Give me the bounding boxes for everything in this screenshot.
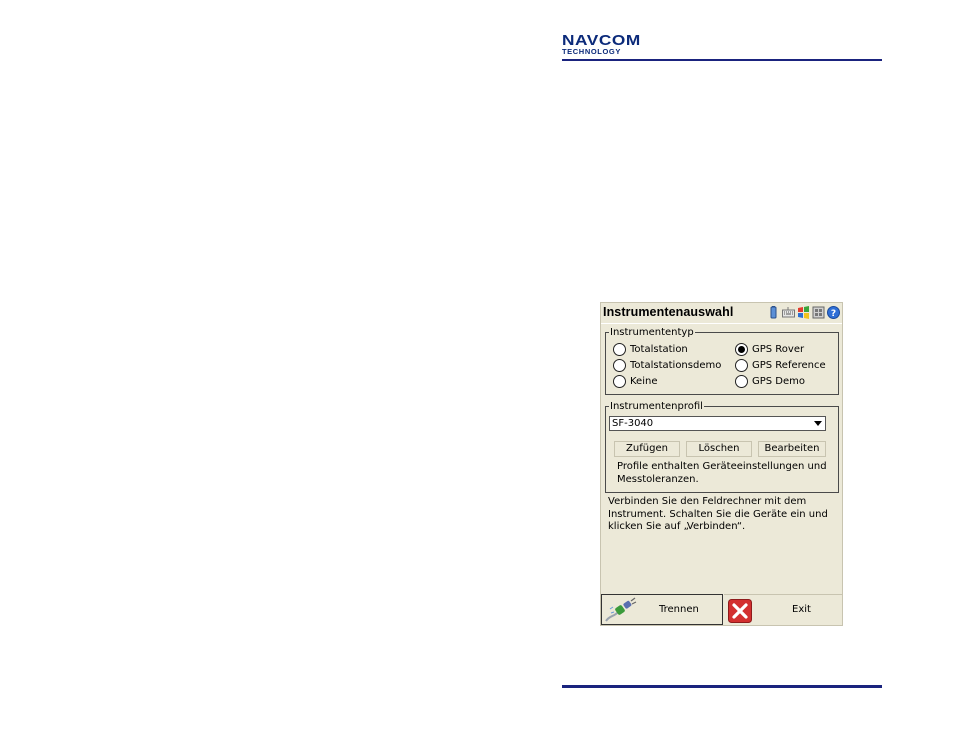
navcom-logo <box>562 33 658 56</box>
radio-circle[interactable] <box>613 343 626 356</box>
radio-gps-demo[interactable] <box>735 375 805 388</box>
disconnect-label: Trennen <box>659 604 699 615</box>
radio-label: GPS Demo <box>752 376 806 387</box>
radio-label: Keine <box>630 376 658 387</box>
exit-label: Exit <box>792 604 811 615</box>
window-title: Instrumentenauswahl <box>603 305 734 319</box>
radio-totalstation[interactable] <box>613 343 688 356</box>
instrument-type-legend: Instrumententyp <box>610 327 694 338</box>
chevron-down-icon[interactable] <box>814 421 822 426</box>
delete-profile-button[interactable]: Löschen <box>686 441 752 457</box>
radio-circle[interactable] <box>735 359 748 372</box>
close-icon <box>728 599 752 623</box>
edit-profile-button[interactable]: Bearbeiten <box>758 441 826 457</box>
instrument-profile-legend: Instrumentenprofil <box>610 401 703 412</box>
title-bar <box>601 303 842 324</box>
radio-label: Totalstationsdemo <box>630 360 722 371</box>
profile-select-value: SF-3040 <box>612 418 654 429</box>
radio-totalstationsdemo[interactable] <box>613 359 721 372</box>
svg-text:?: ? <box>830 309 837 319</box>
radio-circle[interactable] <box>613 375 626 388</box>
logo-main-text: NAVCOM <box>562 32 641 49</box>
radio-circle-selected[interactable] <box>735 343 748 356</box>
radio-gps-rover[interactable] <box>735 343 804 356</box>
radio-gps-reference[interactable] <box>735 359 826 372</box>
logo-sub-text: TECHNOLOGY <box>562 47 621 56</box>
radio-label: GPS Reference <box>752 360 826 371</box>
windows-start-icon[interactable] <box>797 306 810 319</box>
plug-icon <box>604 597 638 623</box>
multitask-icon[interactable] <box>812 306 825 319</box>
title-icons <box>767 306 840 319</box>
bottom-bar <box>601 594 842 625</box>
header-rule <box>562 59 882 61</box>
disconnect-button[interactable] <box>601 594 723 625</box>
exit-button[interactable] <box>724 594 842 625</box>
radio-label: Totalstation <box>630 344 688 355</box>
footer-rule <box>562 685 882 688</box>
add-profile-button[interactable]: Zufügen <box>614 441 680 457</box>
battery-icon[interactable] <box>767 306 780 319</box>
device-screen <box>600 302 843 626</box>
radio-label: GPS Rover <box>752 344 805 355</box>
help-icon[interactable] <box>827 306 840 319</box>
radio-circle[interactable] <box>735 375 748 388</box>
profile-select[interactable] <box>609 416 826 431</box>
radio-circle[interactable] <box>613 359 626 372</box>
profile-note: Profile enthalten Geräteeinstellungen und Messtoleranzen. <box>617 461 827 485</box>
connection-info-text: Verbinden Sie den Feldrechner mit dem Instrument. Schalten Sie die Geräte ein und klicken Sie auf „Verbinden“. <box>608 496 828 532</box>
radio-keine[interactable] <box>613 375 657 388</box>
keyboard-icon[interactable] <box>782 306 795 319</box>
